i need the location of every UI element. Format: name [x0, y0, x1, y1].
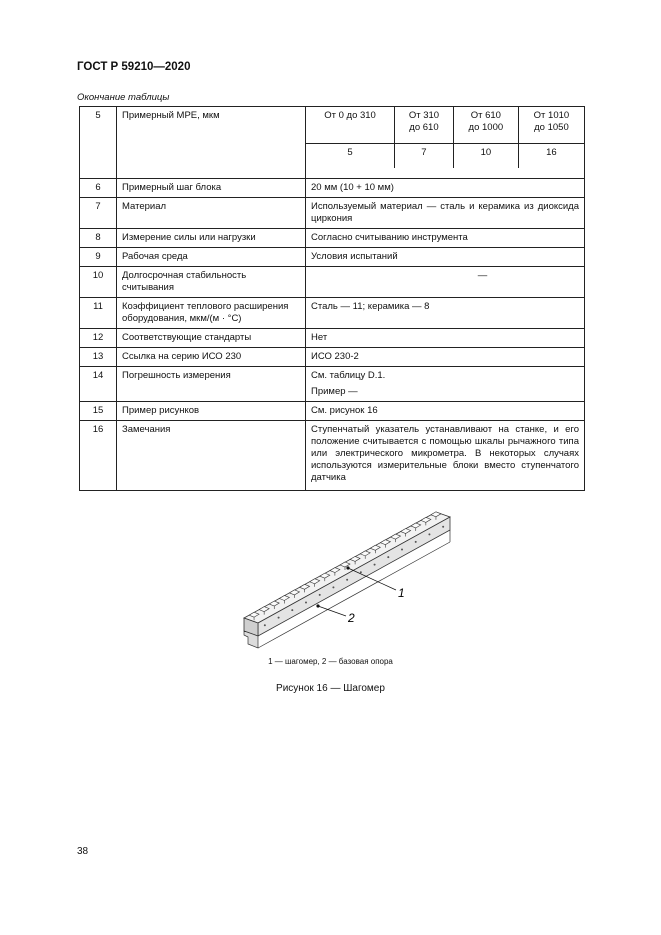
table-row: [80, 348, 585, 367]
table-row: [80, 329, 585, 348]
row-value: [306, 367, 585, 402]
table-caption: Окончание таблицы: [77, 92, 170, 103]
row-name: Коэффициент теплового расширения оборудования, мкм/(м · °C): [117, 298, 306, 329]
rail-hole: [360, 571, 362, 573]
row-number: 15: [80, 402, 117, 421]
document-header: ГОСТ Р 59210—2020: [77, 61, 191, 73]
row-value: Условия испытаний: [306, 248, 585, 267]
mpe-cell: [306, 107, 585, 179]
mpe-value-2: 10: [453, 144, 518, 169]
figure-legend: 1 — шагомер, 2 — базовая опора: [268, 657, 393, 666]
mpe-value-1: 7: [395, 144, 454, 169]
row-value: Ступенчатый указатель устанавливают на станке, и его положение считывается с помощью шкалы рычажного типа или электрического микрометра. В некоторых случаях используются измерительные блоки вместо ступенчатого датчика: [306, 421, 585, 491]
row-value: Нет: [306, 329, 585, 348]
row-value-line2: Пример —: [311, 386, 358, 397]
range-3: От 1010 до 1050: [518, 107, 584, 144]
row-number: 13: [80, 348, 117, 367]
table-row: [80, 298, 585, 329]
mpe-subtable: [306, 107, 584, 168]
row-name: Примерный МРЕ, мкм: [117, 107, 306, 179]
mpe-value-0: 5: [306, 144, 395, 169]
figure-caption: Рисунок 16 — Шагомер: [276, 683, 385, 694]
callout-2: 2: [348, 611, 355, 625]
row-number: 8: [80, 229, 117, 248]
callout-1: 1: [398, 586, 405, 600]
row-number: 12: [80, 329, 117, 348]
rail-hole: [305, 602, 307, 604]
row-name: Погрешность измерения: [117, 367, 306, 402]
row-number: 9: [80, 248, 117, 267]
table-row: [80, 402, 585, 421]
row-value: Используемый материал — сталь и керамика из диоксида циркония: [306, 198, 585, 229]
row-value: Согласно считыванию инструмента: [306, 229, 585, 248]
row-number: 16: [80, 421, 117, 491]
row-name: Пример рисунков: [117, 402, 306, 421]
table-row: [80, 198, 585, 229]
rail-hole: [319, 594, 321, 596]
page-number: 38: [77, 846, 89, 857]
rail-hole: [401, 549, 403, 551]
table-row: [80, 248, 585, 267]
rail-hole: [278, 617, 280, 619]
table-row: [80, 267, 585, 298]
row-number: 14: [80, 367, 117, 402]
row-name: Замечания: [117, 421, 306, 491]
table-row: [80, 367, 585, 402]
row-number: 11: [80, 298, 117, 329]
row-value: 20 мм (10 + 10 мм): [306, 179, 585, 198]
table-row: [80, 229, 585, 248]
row-number: 10: [80, 267, 117, 298]
range-1: От 310 до 610: [395, 107, 454, 144]
rail-hole: [387, 556, 389, 558]
row-value-line1: См. таблицу D.1.: [311, 370, 386, 381]
rail-hole: [332, 586, 334, 588]
row-value: ИСО 230-2: [306, 348, 585, 367]
row-number: 6: [80, 179, 117, 198]
table-row: [80, 421, 585, 491]
rail-hole: [346, 579, 348, 581]
row-number: 5: [80, 107, 117, 179]
row-name: Измерение силы или нагрузки: [117, 229, 306, 248]
row-value: —: [306, 267, 585, 298]
row-name: Соответствующие стандарты: [117, 329, 306, 348]
row-name: Долгосрочная стабильность считывания: [117, 267, 306, 298]
rail-hole: [428, 533, 430, 535]
row-value: См. рисунок 16: [306, 402, 585, 421]
rail-hole: [415, 541, 417, 543]
rail-hole: [442, 526, 444, 528]
row-number: 7: [80, 198, 117, 229]
range-0: От 0 до 310: [306, 107, 395, 144]
row-name: Примерный шаг блока: [117, 179, 306, 198]
table-row: [80, 179, 585, 198]
step-gauge-figure: [236, 508, 466, 658]
row-name: Ссылка на серию ИСО 230: [117, 348, 306, 367]
row-name: Материал: [117, 198, 306, 229]
rail-hole: [264, 624, 266, 626]
spec-table: [79, 106, 585, 491]
rail-hole: [374, 564, 376, 566]
row-name: Рабочая среда: [117, 248, 306, 267]
table-row: [80, 107, 585, 179]
row-value: Сталь — 11; керамика — 8: [306, 298, 585, 329]
rail-hole: [291, 609, 293, 611]
mpe-value-3: 16: [518, 144, 584, 169]
range-2: От 610 до 1000: [453, 107, 518, 144]
